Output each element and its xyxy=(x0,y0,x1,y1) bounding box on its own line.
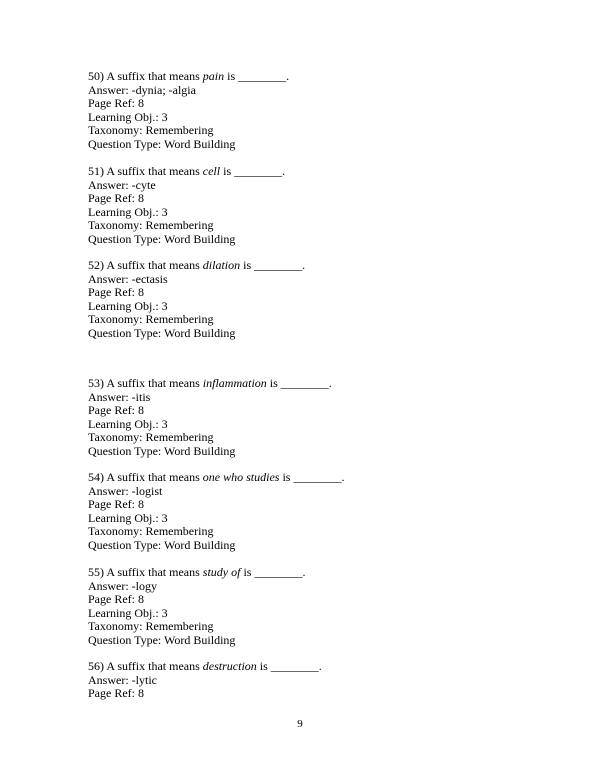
page-ref-line: Page Ref: 8 xyxy=(88,285,144,300)
question-block-54 xyxy=(88,471,558,552)
page-ref-line: Page Ref: 8 xyxy=(88,96,144,111)
page-ref-line: Page Ref: 8 xyxy=(88,191,144,206)
taxonomy-line: Taxonomy: Remembering xyxy=(88,123,214,138)
question-block-53 xyxy=(88,377,558,458)
learning-obj-line: Learning Obj.: 3 xyxy=(88,204,168,219)
taxonomy-line: Taxonomy: Remembering xyxy=(88,312,214,327)
page-ref-line: Page Ref: 8 xyxy=(88,686,144,701)
page-ref-line: Page Ref: 8 xyxy=(88,403,144,418)
page-ref-line: Page Ref: 8 xyxy=(88,497,144,512)
question-block-56 xyxy=(88,660,558,701)
question-stem: 54) A suffix that means one who studies is ________. xyxy=(88,470,345,484)
question-block-50 xyxy=(88,70,558,151)
learning-obj-line: Learning Obj.: 3 xyxy=(88,510,168,525)
question-stem: 51) A suffix that means cell is ________. xyxy=(88,164,286,178)
answer-line: Answer: -lytic xyxy=(88,672,157,687)
question-type-line: Question Type: Word Building xyxy=(88,136,236,151)
learning-obj-line: Learning Obj.: 3 xyxy=(88,109,168,124)
question-stem: 50) A suffix that means pain is ________. xyxy=(88,69,290,83)
answer-line: Answer: -logy xyxy=(88,578,157,593)
question-type-line: Question Type: Word Building xyxy=(88,231,236,246)
page-ref-line: Page Ref: 8 xyxy=(88,592,144,607)
taxonomy-line: Taxonomy: Remembering xyxy=(88,619,214,634)
answer-line: Answer: -logist xyxy=(88,483,163,498)
question-stem: 52) A suffix that means dilation is ________. xyxy=(88,258,306,272)
question-type-line: Question Type: Word Building xyxy=(88,537,236,552)
learning-obj-line: Learning Obj.: 3 xyxy=(88,416,168,431)
learning-obj-line: Learning Obj.: 3 xyxy=(88,605,168,620)
answer-line: Answer: -dynia; -algia xyxy=(88,82,196,97)
answer-line: Answer: -cyte xyxy=(88,177,156,192)
taxonomy-line: Taxonomy: Remembering xyxy=(88,524,214,539)
question-type-line: Question Type: Word Building xyxy=(88,443,236,458)
question-type-line: Question Type: Word Building xyxy=(88,325,236,340)
question-stem: 55) A suffix that means study of is ________. xyxy=(88,565,306,579)
question-block-52 xyxy=(88,259,558,340)
question-stem: 53) A suffix that means inflammation is ________. xyxy=(88,376,332,390)
page-number: 9 xyxy=(297,718,303,730)
question-block-51 xyxy=(88,165,558,246)
question-stem: 56) A suffix that means destruction is ________. xyxy=(88,659,322,673)
answer-line: Answer: -itis xyxy=(88,389,151,404)
taxonomy-line: Taxonomy: Remembering xyxy=(88,218,214,233)
question-type-line: Question Type: Word Building xyxy=(88,632,236,647)
taxonomy-line: Taxonomy: Remembering xyxy=(88,430,214,445)
question-block-55 xyxy=(88,566,558,647)
learning-obj-line: Learning Obj.: 3 xyxy=(88,298,168,313)
answer-line: Answer: -ectasis xyxy=(88,271,168,286)
